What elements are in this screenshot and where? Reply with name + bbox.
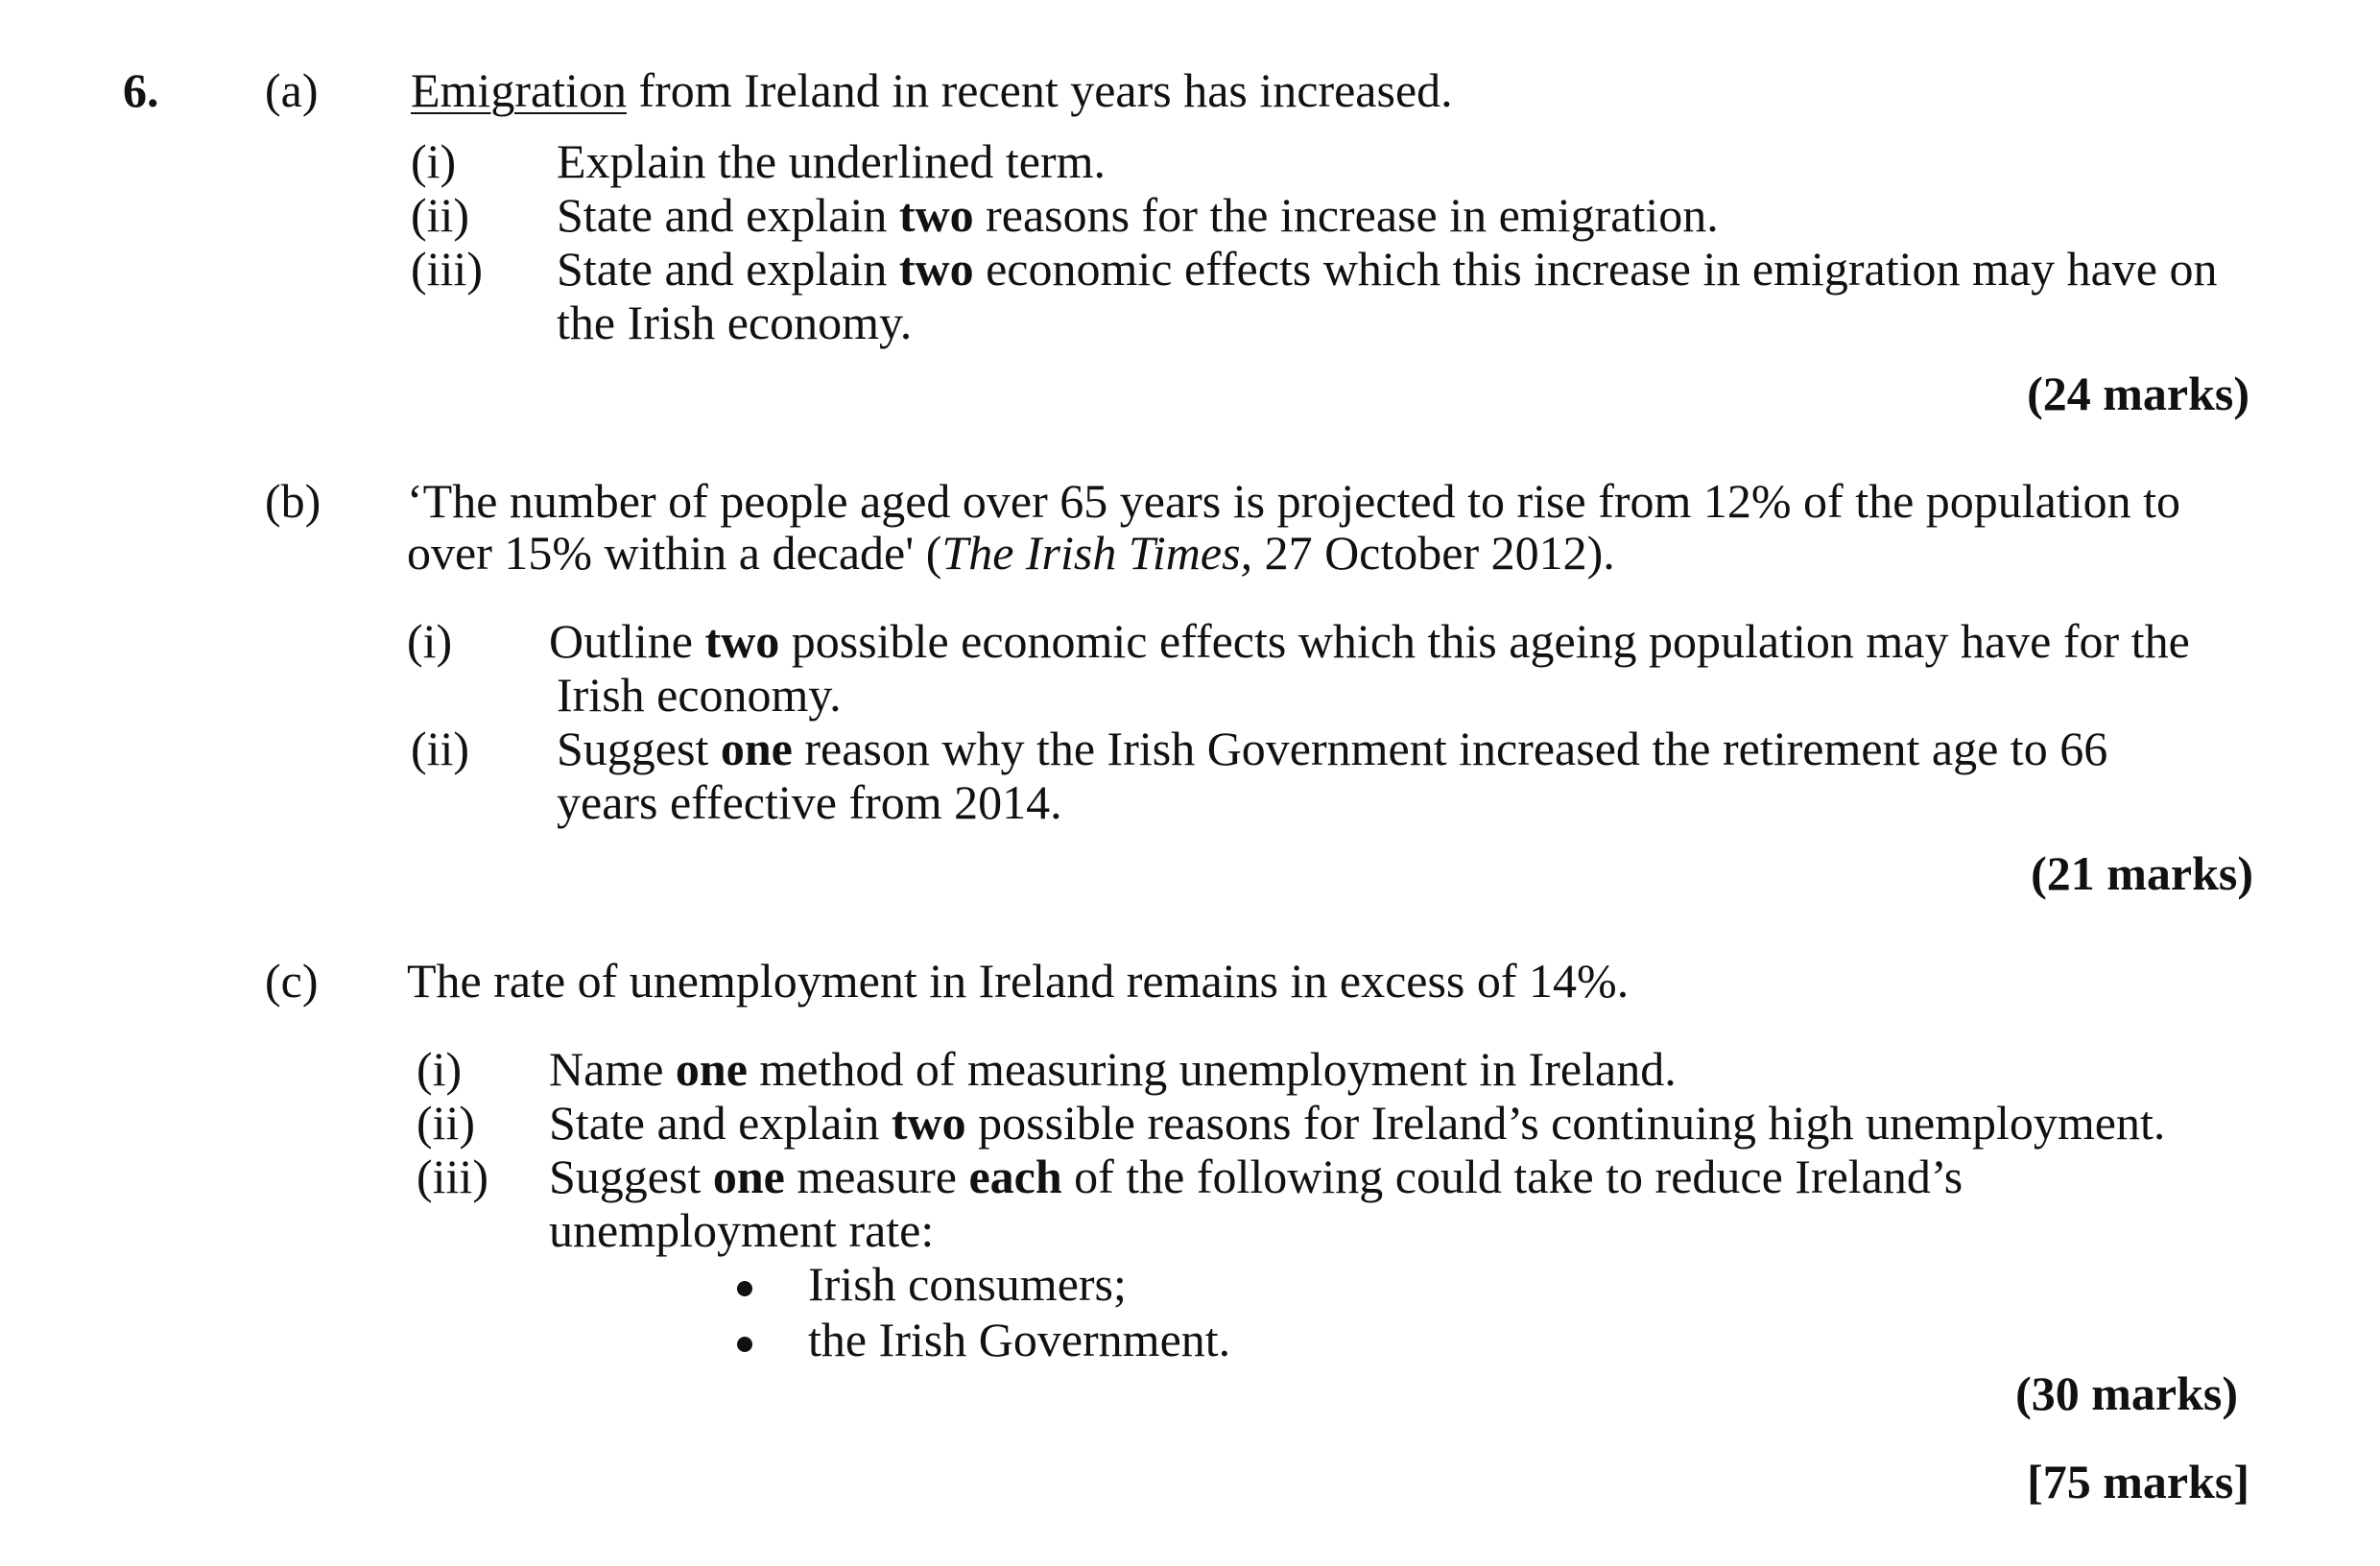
part-a-item-i-text: Explain the underlined term. <box>557 134 1107 188</box>
underlined-term: Emigration <box>411 63 627 117</box>
part-b-quote-line1: ‘The number of people aged over 65 years is projected to rise from 12% of the population to <box>407 474 2181 528</box>
part-b-item-i-cont: Irish economy. <box>557 668 842 722</box>
part-c-item-iii-text: Suggest one measure each of the following could take to reduce Ireland’s <box>549 1150 1964 1203</box>
part-c-label: (c) <box>265 954 319 1008</box>
part-b-item-ii-text: Suggest one reason why the Irish Government increased the retirement age to 66 <box>557 722 2108 775</box>
bullet-icon <box>737 1281 752 1296</box>
part-a-item-ii-num: (ii) <box>411 188 470 242</box>
part-b-item-ii-num: (ii) <box>411 722 470 775</box>
total-marks: [75 marks] <box>2027 1455 2249 1508</box>
part-b-item-i-text: Outline two possible economic effects which this ageing population may have for the <box>549 614 2190 668</box>
part-c-marks: (30 marks) <box>2015 1366 2238 1420</box>
part-b-marks: (21 marks) <box>2031 846 2253 900</box>
part-c-item-iii-num: (iii) <box>416 1150 488 1203</box>
part-a-marks: (24 marks) <box>2027 367 2249 420</box>
part-a-item-i-num: (i) <box>411 134 457 188</box>
quote-source: The Irish Times, <box>941 526 1253 580</box>
part-b-item-i-num: (i) <box>407 614 453 668</box>
part-a-item-iii-text: State and explain two economic effects which this increase in emigration may have on <box>557 242 2218 296</box>
part-c-item-ii-text: State and explain two possible reasons for Ireland’s continuing high unemployment. <box>549 1096 2166 1150</box>
part-a-item-iii-cont: the Irish economy. <box>557 296 913 349</box>
part-a-item-ii-text: State and explain two reasons for the increase in emigration. <box>557 188 1719 242</box>
part-b-label: (b) <box>265 474 321 528</box>
bullet-item-consumers: Irish consumers; <box>808 1257 1127 1311</box>
part-c-item-i-text: Name one method of measuring unemployment in Ireland. <box>549 1042 1677 1096</box>
bullet-icon <box>737 1337 752 1352</box>
part-a-stem: Emigration from Ireland in recent years has increased. <box>411 63 1453 117</box>
part-b-item-ii-cont: years effective from 2014. <box>557 775 1062 829</box>
question-number: 6. <box>123 63 159 117</box>
part-a-item-iii-num: (iii) <box>411 242 483 296</box>
part-c-item-ii-num: (ii) <box>416 1096 476 1150</box>
part-c-stem: The rate of unemployment in Ireland remains in excess of 14%. <box>407 954 1630 1008</box>
part-c-item-i-num: (i) <box>416 1042 463 1096</box>
bullet-item-government: the Irish Government. <box>808 1313 1231 1366</box>
part-b-quote-line2: over 15% within a decade' (The Irish Times, 27 October 2012). <box>407 526 1615 580</box>
part-a-label: (a) <box>265 63 319 117</box>
part-c-item-iii-cont: unemployment rate: <box>549 1203 935 1257</box>
